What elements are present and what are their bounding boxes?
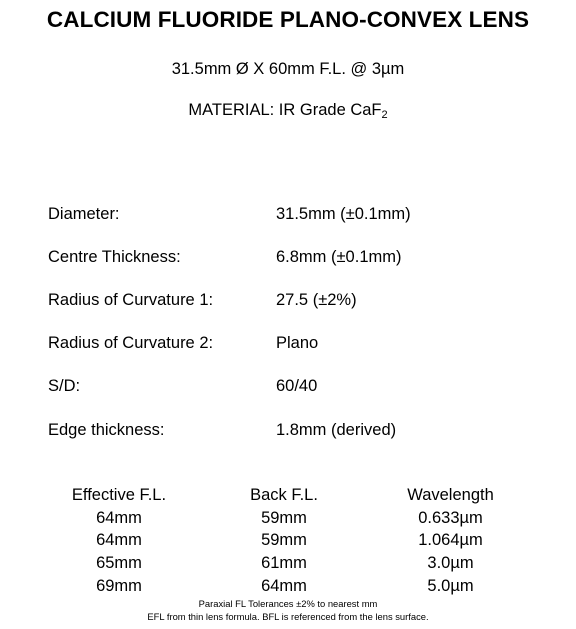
cell-wavelength: 3.0µm	[427, 554, 474, 573]
spec-label-diameter: Diameter:	[48, 205, 120, 223]
spec-label-edge-thickness: Edge thickness:	[48, 421, 165, 439]
material-text: MATERIAL: IR Grade CaF	[188, 101, 382, 119]
formula-note: EFL from thin lens formula. BFL is referenced from the lens surface.	[147, 611, 429, 622]
spec-value-radius-1: 27.5 (±2%)	[276, 291, 357, 309]
cell-wavelength: 0.633µm	[418, 508, 483, 527]
header-effective-fl: Effective F.L.	[71, 486, 167, 504]
cell-effective-fl: 65mm	[96, 554, 142, 573]
cell-back-fl: 59mm	[261, 508, 307, 527]
page-title: CALCIUM FLUORIDE PLANO-CONVEX LENS	[46, 7, 530, 32]
focal-length-table	[34, 484, 537, 598]
spec-label-sd: S/D:	[48, 377, 81, 395]
header-wavelength: Wavelength	[407, 486, 494, 504]
spec-label-centre-thickness: Centre Thickness:	[48, 248, 181, 266]
table-row	[34, 575, 537, 598]
cell-effective-fl: 64mm	[96, 531, 142, 550]
cell-back-fl: 61mm	[261, 554, 307, 573]
tolerance-note: Paraxial FL Tolerances ±2% to nearest mm	[198, 598, 378, 609]
spec-value-edge-thickness: 1.8mm (derived)	[276, 421, 397, 439]
table-header-row	[34, 484, 537, 507]
table-row	[34, 529, 537, 552]
material-line	[0, 101, 576, 120]
spec-label-radius-1: Radius of Curvature 1:	[48, 291, 214, 309]
header-back-fl: Back F.L.	[250, 486, 318, 504]
spec-value-diameter: 31.5mm (±0.1mm)	[276, 205, 411, 223]
spec-label-radius-2: Radius of Curvature 2:	[48, 334, 214, 352]
spec-value-radius-2: Plano	[276, 334, 319, 352]
cell-effective-fl: 64mm	[96, 508, 142, 527]
table-row	[34, 507, 537, 530]
spec-value-sd: 60/40	[276, 377, 318, 395]
lens-summary: 31.5mm Ø X 60mm F.L. @ 3µm	[171, 60, 405, 78]
cell-effective-fl: 69mm	[96, 576, 142, 595]
table-row	[34, 552, 537, 575]
cell-wavelength: 1.064µm	[418, 531, 483, 550]
spec-value-centre-thickness: 6.8mm (±0.1mm)	[276, 248, 402, 266]
cell-back-fl: 59mm	[261, 531, 307, 550]
cell-back-fl: 64mm	[261, 576, 307, 595]
material-subscript: 2	[381, 109, 388, 121]
cell-wavelength: 5.0µm	[427, 576, 474, 595]
